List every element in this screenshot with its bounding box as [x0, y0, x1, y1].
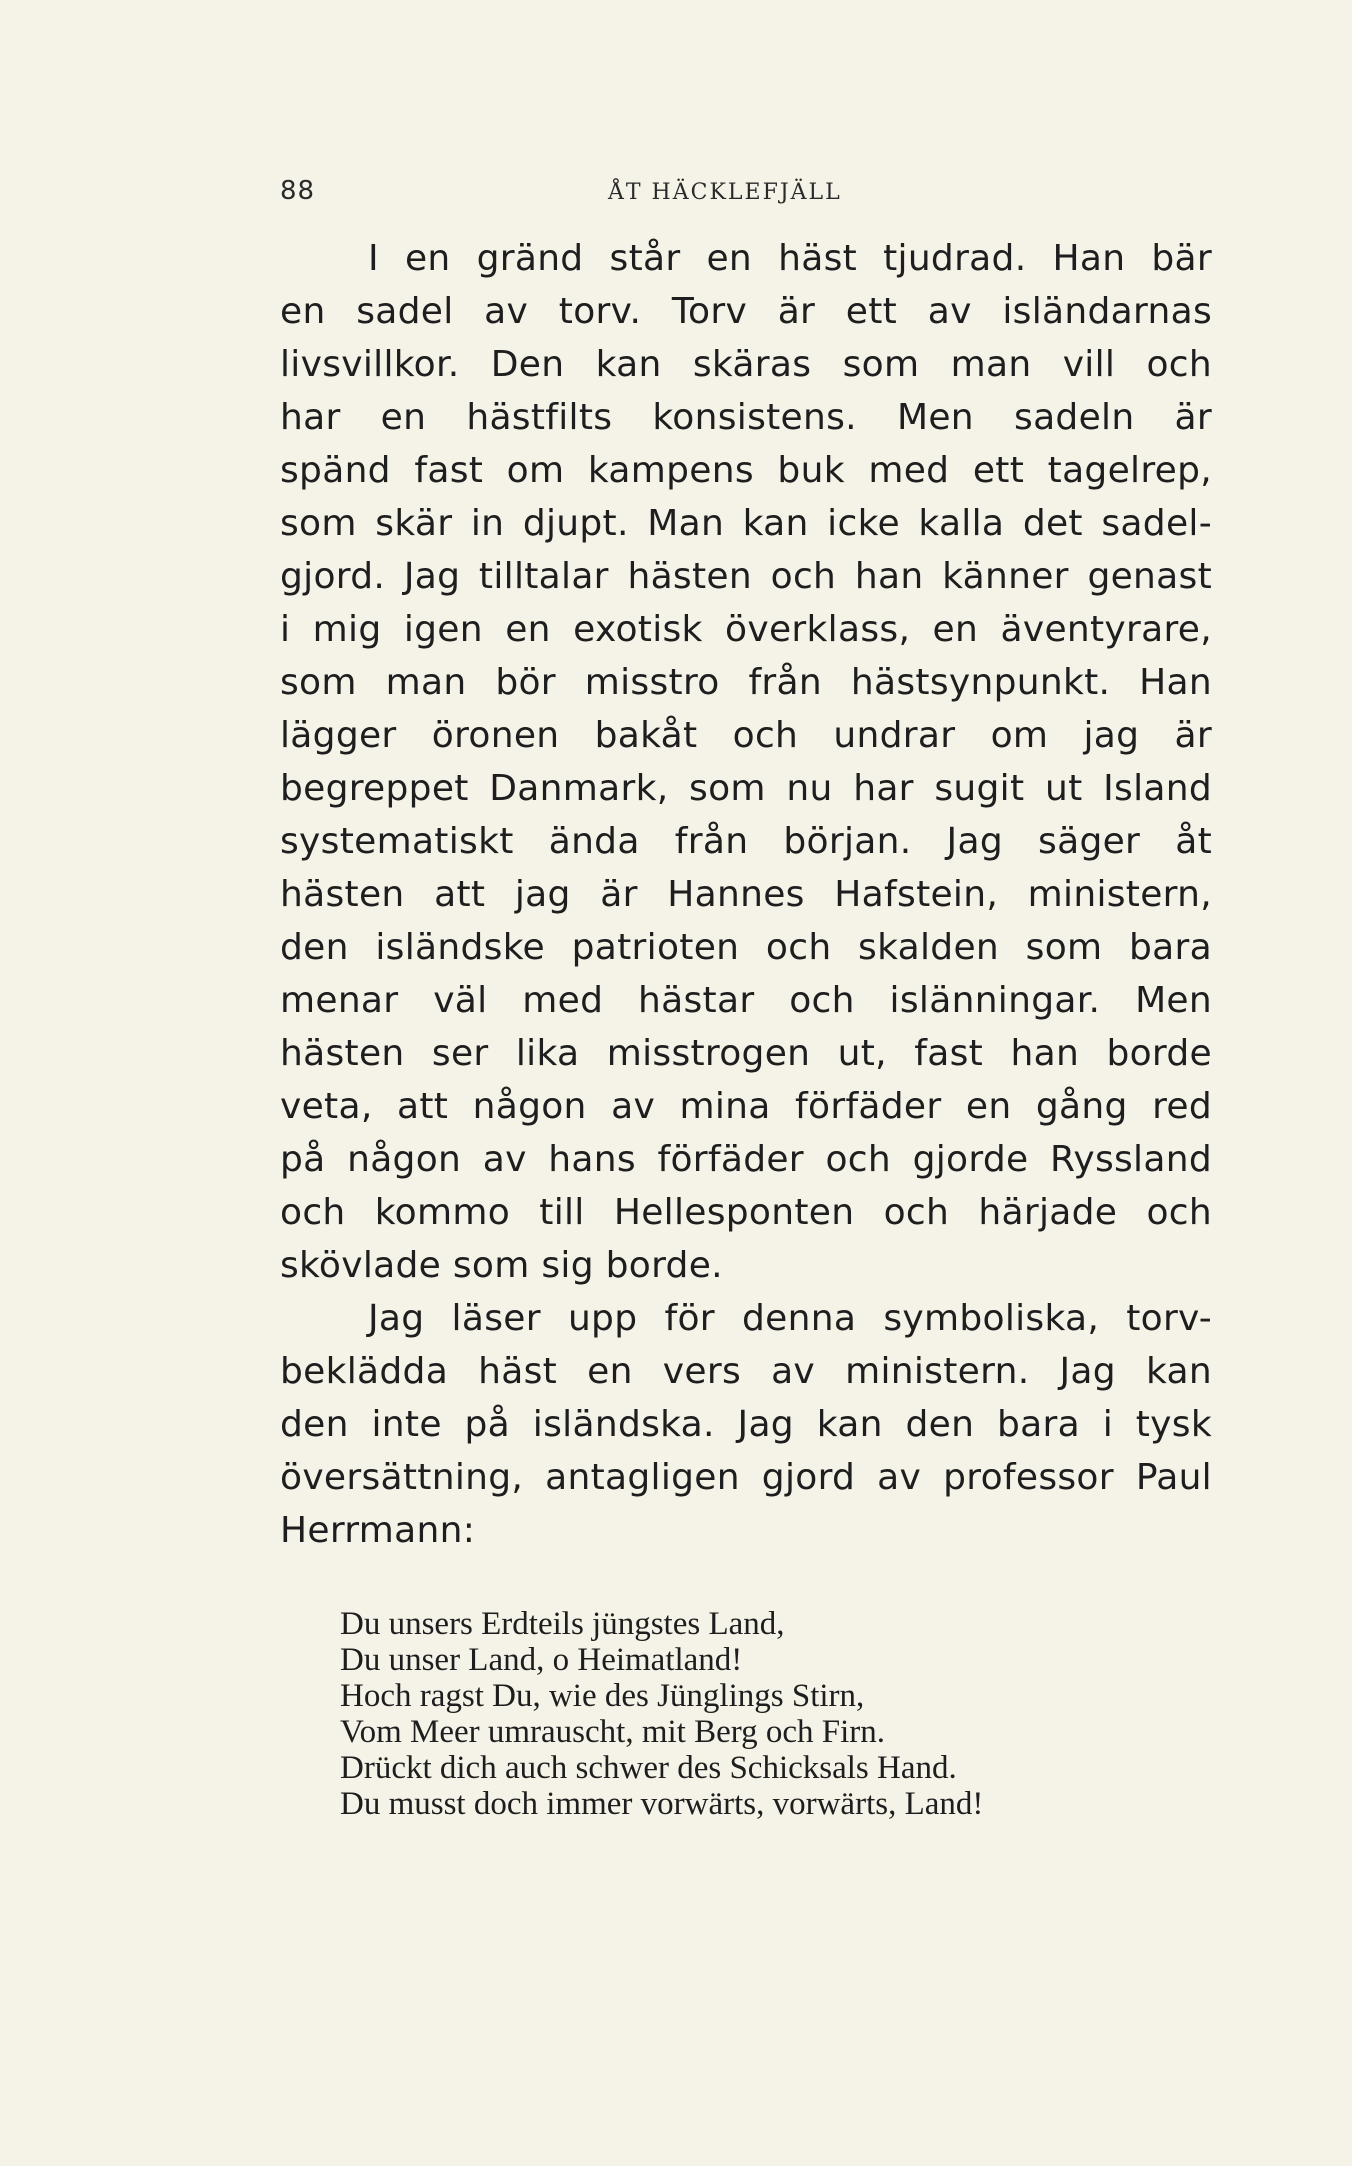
text-line: menar väl med hästar och islänningar. Men — [280, 980, 1212, 1021]
text-line: hästen ser lika misstrogen ut, fast han borde — [280, 1033, 1212, 1074]
text-line: systematiskt ända från början. Jag säger åt — [280, 821, 1212, 862]
text-line: livsvillkor. Den kan skäras som man vill och — [280, 344, 1212, 385]
text-line: har en hästfilts konsistens. Men sadeln är — [280, 397, 1212, 438]
poem-block — [340, 1606, 1190, 1822]
text-line: och kommo till Hellesponten och härjade och — [280, 1192, 1212, 1233]
poem-line: Du unser Land, o Heimatland! — [340, 1642, 743, 1678]
poem-line: Du musst doch immer vorwärts, vorwärts, Land! — [340, 1786, 984, 1822]
text-line: veta, att någon av mina förfäder en gång red — [280, 1086, 1212, 1127]
text-line: den isländske patrioten och skalden som bara — [280, 927, 1212, 968]
poem-line: Vom Meer umrauscht, mit Berg och Firn. — [340, 1714, 886, 1750]
body-text — [280, 232, 1212, 1557]
text-line: begreppet Danmark, som nu har sugit ut Island — [280, 768, 1212, 809]
poem-line: Hoch ragst Du, wie des Jünglings Stirn, — [340, 1678, 865, 1714]
text-line: gjord. Jag tilltalar hästen och han känner genast — [280, 556, 1212, 597]
text-line: beklädda häst en vers av ministern. Jag kan — [280, 1351, 1212, 1392]
text-line: i mig igen en exotisk överklass, en äventyrare, — [280, 609, 1212, 650]
text-line: den inte på isländska. Jag kan den bara i tysk — [280, 1404, 1212, 1445]
text-line: lägger öronen bakåt och undrar om jag är — [280, 715, 1212, 756]
text-line: skövlade som sig borde. — [280, 1245, 723, 1286]
text-line: på någon av hans förfäder och gjorde Ryssland — [280, 1139, 1212, 1180]
running-title: ÅT HÄCKLEFJÄLL — [608, 180, 842, 205]
text-line: Jag läser upp för denna symboliska, torv- — [368, 1298, 1212, 1339]
running-head — [280, 176, 1210, 216]
text-line: Herrmann: — [280, 1510, 476, 1551]
text-line: I en gränd står en häst tjudrad. Han bär — [368, 238, 1212, 279]
text-line: som man bör misstro från hästsynpunkt. Han — [280, 662, 1212, 703]
text-line: en sadel av torv. Torv är ett av isländarnas — [280, 291, 1212, 332]
text-line: översättning, antagligen gjord av professor Paul — [280, 1457, 1212, 1498]
text-line: spänd fast om kampens buk med ett tagelrep, — [280, 450, 1212, 491]
poem-line: Drückt dich auch schwer des Schicksals Hand. — [340, 1750, 957, 1786]
text-line: hästen att jag är Hannes Hafstein, ministern, — [280, 874, 1212, 915]
poem-line: Du unsers Erdteils jüngstes Land, — [340, 1606, 785, 1642]
text-line: som skär in djupt. Man kan icke kalla det sadel- — [280, 503, 1212, 544]
page-number: 88 — [280, 176, 316, 206]
